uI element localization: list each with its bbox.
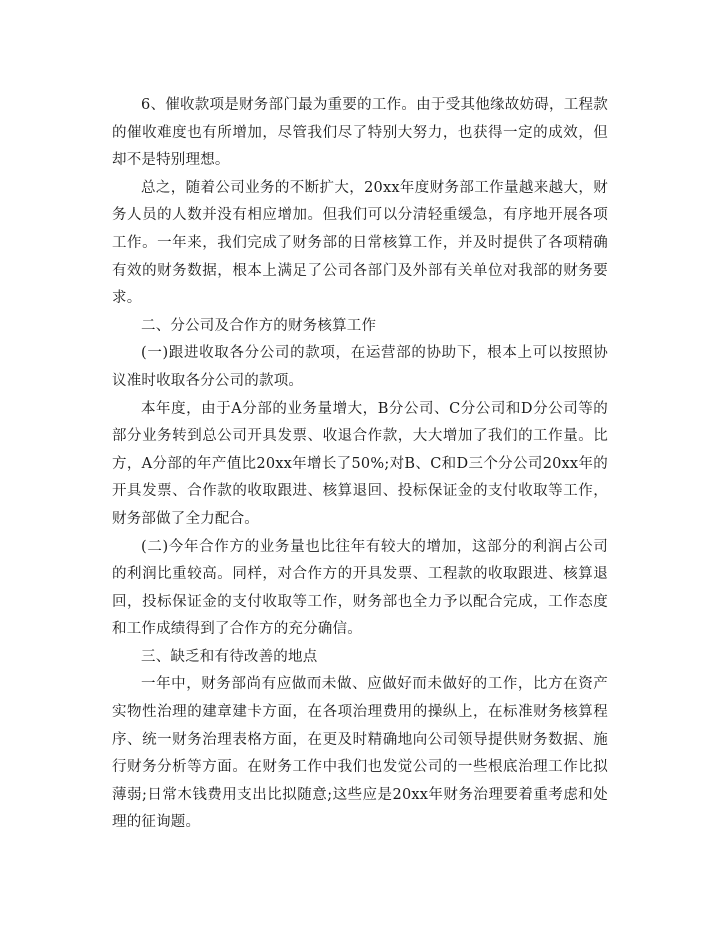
section-heading-branch-accounting: 二、分公司及合作方的财务核算工作 [141, 317, 377, 334]
section-heading-shortcomings: 三、缺乏和有待改善的地点 [141, 648, 318, 665]
paragraph-annual-branches: 本年度，由于A分部的业务量增大，B分公司、C分公司和D分公司等的部分业务转到总公司开具发票、收退合作款，大大增加了我们的工作量。比方，A分部的年产值比20xx年增长了50%;对B、C和D三个分公司20xx年的开具发票、合作款的收取跟进、核算退回、投标保证金的支付收取等工作，财务部做了全力配合。 [112, 400, 608, 527]
paragraph-shortcomings: 一年中，财务部尚有应做而未做、应做好而未做好的工作，比方在资产实物性治理的建章建卡方面，在各项治理费用的操纵上，在标准财务核算程序、统一财务治理表格方面，在更及时精确地向公司领导提供财务数据、施行财务分析等方面。在财务工作中我们也发觉公司的一些根底治理工作比拟薄弱;日常木钱费用支出比拟随意;这些应是20xx年财务治理要着重考虑和处理的征询题。 [112, 676, 608, 831]
paragraph-branch-collection: (一)跟进收取各分公司的款项，在运营部的协助下，根本上可以按照协议准时收取各分公司的款项。 [112, 345, 608, 389]
document-body [112, 92, 608, 837]
paragraph-summary: 总之，随着公司业务的不断扩大，20xx年度财务部工作量越来越大，财务人员的人数并没有相应增加。但我们可以分清轻重缓急，有序地开展各项工作。一年来，我们完成了财务部的日常核算工作，并及时提供了各项精确有效的财务数据，根本上满足了公司各部门及外部有关单位对我部的财务要求。 [112, 179, 608, 307]
paragraph-partners: (二)今年合作方的业务量也比往年有较大的增加，这部分的利润占公司的利润比重较高。同样，对合作方的开具发票、工程款的收取跟进、核算退回，投标保证金的支付收取等工作，财务部也全力予以配合完成，工作态度和工作成绩得到了合作方的充分确信。 [112, 538, 608, 638]
paragraph-collection-difficulty: 6、催收款项是财务部门最为重要的工作。由于受其他缘故妨碍，工程款的催收难度也有所增加，尽管我们尽了特别大努力，也获得一定的成效，但却不是特别理想。 [112, 97, 608, 169]
